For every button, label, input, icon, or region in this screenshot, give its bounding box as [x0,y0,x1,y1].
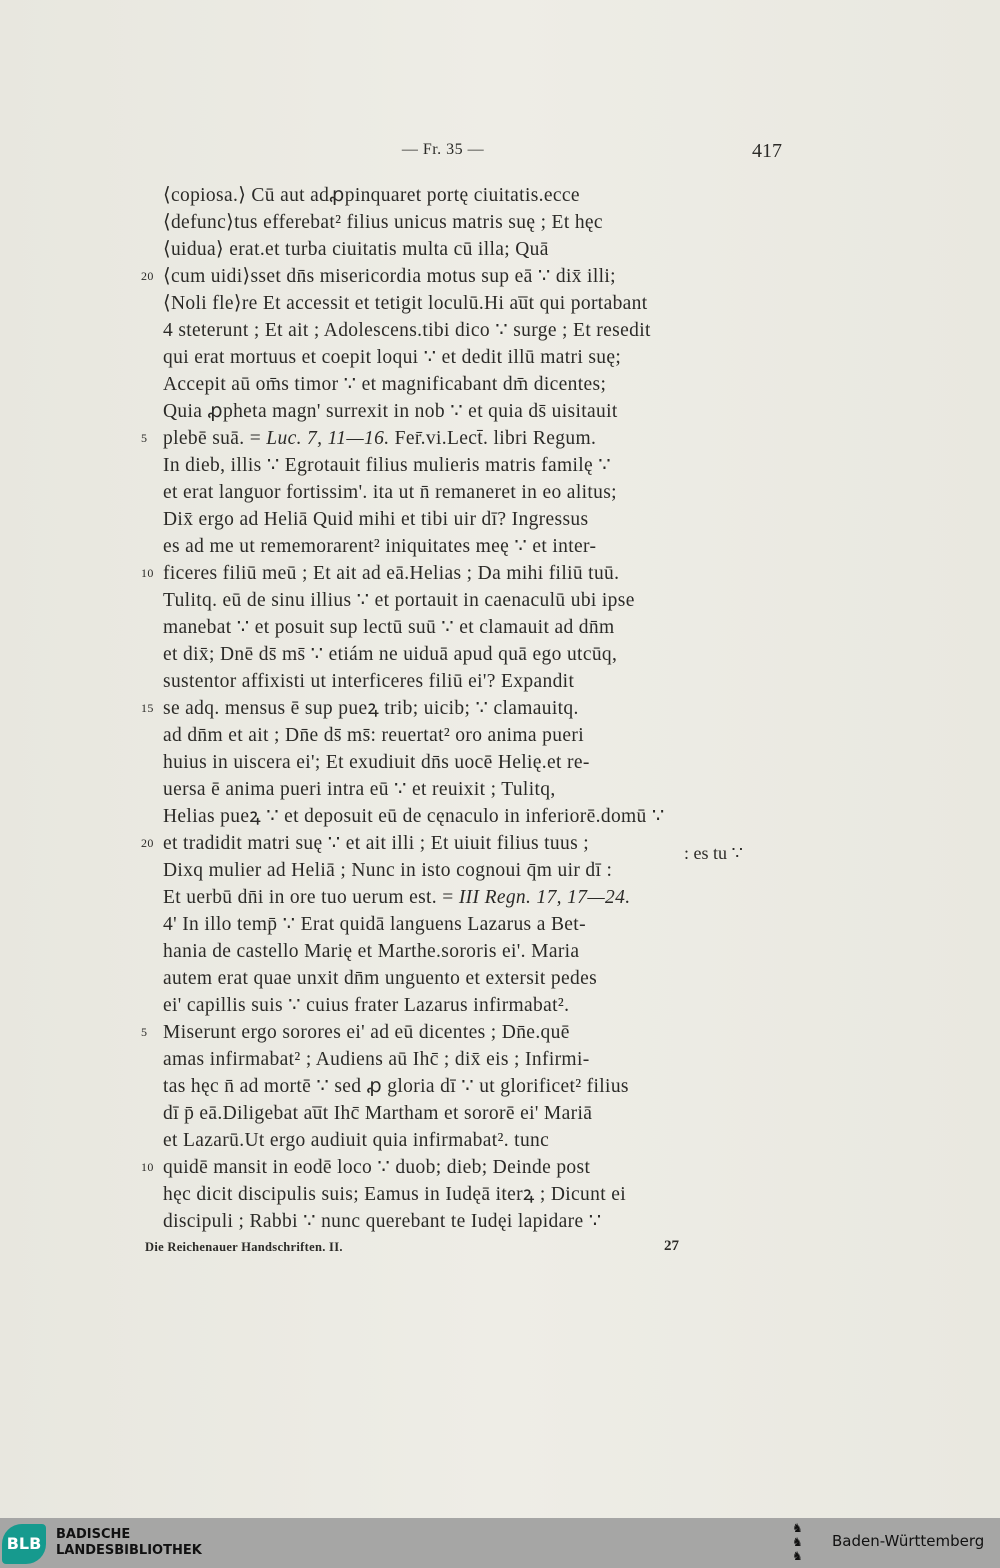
text-segment: plebē suā. = [163,428,267,449]
text-segment: Dix̄ ergo ad Heliā Quid mihi et tibi uir dī? Ingressus [163,509,589,530]
text-line [163,641,617,668]
text-line [141,830,590,857]
text-segment: tas hęc n̄ ad mortē ∵ sed ꝓ gloria dī ∵ ut glorificet² filius [163,1076,629,1097]
lions-coat-of-arms-icon: ♞ ♞ ♞ [792,1521,803,1563]
citation: III Regn. 17, 17—24. [458,887,631,908]
text-segment: ei' capillis suis ∵ cuius frater Lazarus infirmabat². [163,995,570,1016]
text-segment: ⟨cum uidi⟩sset dn̄s misericordia motus sup eā ∵ dix̄ illi; [163,266,616,287]
footer-signature: 27 [664,1238,679,1254]
text-segment: huius in uiscera ei'; Et exudiuit dn̄s uocē Helię.et re- [163,752,590,773]
text-segment: 4 steterunt ; Et ait ; Adolescens.tibi dico ∵ surge ; Et resedit [163,320,651,341]
text-segment: et dix̄; Dnē ds̄ ms̄ ∵ etiám ne uiduā apud quā ego utcūq, [163,644,618,665]
text-segment: discipuli ; Rabbi ∵ nunc querebant te Iudęi lapidare ∵ [163,1211,602,1232]
text-segment: quidē mansit in eodē loco ∵ duob; dieb; Deinde post [163,1157,591,1178]
citation: Luc. 7, 11—16. [266,428,390,449]
text-segment: Quia ꝓpheta magn' surrexit in nob ∵ et quia ds̄ uisitauit [163,401,618,422]
text-line [163,317,651,344]
text-segment: Dixq mulier ad Heliā ; Nunc in isto cognoui q̄m uir dī : [163,860,613,881]
line-number: 5 [141,431,148,445]
text-line [163,398,618,425]
text-segment: qui erat mortuus et coepit loqui ∵ et dedit illū matri suę; [163,347,622,368]
text-line [163,290,648,317]
line-number: 20 [141,269,154,283]
text-line [163,452,611,479]
text-segment: Accepit aū om̄s timor ∵ et magnificabant dm̄ dicentes; [163,374,607,395]
library-name[interactable] [56,1527,202,1559]
text-line [163,668,574,695]
running-title: — Fr. 35 — [401,141,485,158]
text-line [163,776,556,803]
text-segment: 4' In illo temp̄ ∵ Erat quidā languens Lazarus a Bet- [163,914,586,935]
text-line [163,857,612,884]
text-line [141,263,616,290]
text-line [163,749,590,776]
text-segment: ⟨copiosa.⟩ Cū aut adꝓpinquaret portę ciuitatis.ecce [163,185,580,206]
text-segment: Tulitq. eū de sinu illius ∵ et portauit in caenaculū ubi ipse [163,590,635,611]
text-segment: Fer̄.vi.Lect̄. libri Regum. [389,428,597,449]
text-line [141,1154,591,1181]
library-name-line1: BADISCHE [56,1527,131,1542]
text-line [163,1127,549,1154]
text-segment: Miserunt ergo sorores ei' ad eū dicentes ; Dn̄e.quē [163,1022,570,1043]
text-segment: ficeres filiū meū ; Et ait ad eā.Helias ; Da mihi filiū tuū. [163,563,620,584]
line-number: 10 [141,1160,154,1174]
text-line [163,1046,590,1073]
page-number: 417 [752,140,782,162]
blb-logo-icon[interactable]: BLB [2,1524,46,1564]
text-segment: ⟨Noli fle⟩re Et accessit et tetigit loculū.Hi au̅t qui portabant [163,293,648,314]
text-line [163,992,569,1019]
marginal-note: : es tu ∵ [684,843,743,863]
text-segment: In dieb, illis ∵ Egrotauit filius mulieris matris familę ∵ [163,455,612,476]
text-segment: Helias pueꝝ ∵ et deposuit eū de cęnaculo in inferiorē.domū ∵ [163,806,665,827]
text-line [163,614,615,641]
text-line [163,722,584,749]
text-line [163,182,580,209]
text-line [163,1100,592,1127]
text-line [163,803,665,830]
text-line [163,884,630,911]
text-line [163,965,597,992]
text-line [163,344,621,371]
text-line [141,695,579,722]
library-footer-bar [0,1518,1000,1568]
footer-series-title: Die Reichenauer Handschriften. II. [145,1240,343,1254]
text-segment: et erat languor fortissim'. ita ut n̄ remaneret in eo alitus; [163,482,617,503]
text-line [163,236,549,263]
text-segment: et tradidit matri suę ∵ et ait illi ; Et uiuit filius tuus ; [163,833,590,854]
text-line [163,1181,626,1208]
text-segment: hęc dicit discipulis suis; Eamus in Iudęā iterꝝ ; Dicunt ei [163,1184,626,1205]
text-line [163,533,596,560]
text-line [141,1019,570,1046]
text-line [163,587,635,614]
text-segment: amas infirmabat² ; Audiens aū Ihc̄ ; dix̄ eis ; Infirmi- [163,1049,590,1070]
state-name[interactable]: Baden-Württemberg [832,1532,985,1550]
text-line [163,479,617,506]
text-segment: manebat ∵ et posuit sup lectū suū ∵ et clamauit ad dn̄m [163,617,615,638]
line-number: 10 [141,566,154,580]
text-line [141,425,597,452]
text-segment: ad dn̄m et ait ; Dn̄e ds̄ ms̄: reuertat² oro anima pueri [163,725,584,746]
text-line [163,209,603,236]
text-segment: es ad me ut rememorarent² iniquitates meę ∵ et inter- [163,536,597,557]
library-name-line2: LANDESBIBLIOTHEK [56,1543,202,1558]
text-segment: ⟨uidua⟩ erat.et turba ciuitatis multa cū illa; Quā [163,239,549,260]
text-line [163,911,586,938]
text-segment: et Lazarū.Ut ergo audiuit quia infirmabat². tunc [163,1130,550,1151]
text-segment: ⟨defunc⟩tus efferebat² filius unicus matris suę ; Et hęc [163,212,603,233]
text-segment: autem erat quae unxit dn̄m unguento et extersit pedes [163,968,598,989]
text-segment: dī p̄ eā.Diligebat au̅t Ihc̄ Martham et sororē ei' Mariā [163,1103,593,1124]
text-line [163,1073,629,1100]
text-segment: sustentor affixisti ut interficeres filiū ei'? Expandit [163,671,575,692]
text-segment: uersa ē anima pueri intra eū ∵ et reuixit ; Tulitq, [163,779,556,800]
text-line [141,560,620,587]
text-segment: Et uerbū dn̄i in ore tuo uerum est. = [163,887,459,908]
text-segment: hania de castello Marię et Marthe.sororis ei'. Maria [163,941,580,962]
text-line [163,371,606,398]
text-line [163,1208,601,1235]
text-line [163,506,588,533]
line-number: 15 [141,701,154,715]
text-segment: se adq. mensus ē sup pueꝝ trib; uicib; ∵ clamauitq. [163,698,579,719]
text-line [163,938,579,965]
line-number: 20 [141,836,154,850]
line-number: 5 [141,1025,148,1039]
